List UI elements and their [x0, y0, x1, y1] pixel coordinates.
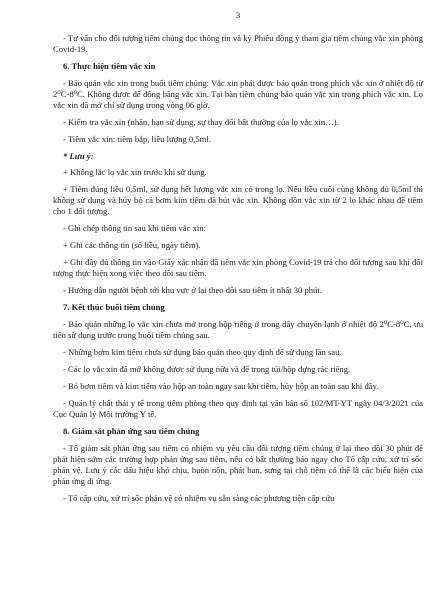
- paragraph: - Hướng dẫn người bệnh tới khu vực ở lại theo dõi sau tiêm ít nhất 30 phút.: [63, 285, 322, 295]
- paragraph: - Bảo quản vắc xin trong buổi tiêm chủng: Vắc xin phải được bảo quản trong phích vắc xin ở nhiệt độ từ 2⁰C-8⁰C. Không được để đông băng vắc xin. Tại bàn tiêm chủng bảo quản vắc xin trong phích vắc xin. Lọ vắc xin đã mở chỉ sử dụng trong vòng 06 giờ.: [53, 78, 423, 110]
- paragraph: + Không lắc lọ vắc xin trước khi sử dụng.: [63, 167, 207, 177]
- paragraph: + Ghi các thông tin (số liều, ngày tiêm).: [63, 240, 201, 250]
- document-page: [53, 10, 423, 510]
- paragraph: - Tư vấn cho đối tượng tiêm chủng đọc thông tin và ký Phiếu đồng ý tham gia tiêm chủng vắc xin phòng Covid-19.: [53, 33, 423, 54]
- paragraph: - Tiêm vắc xin: tiêm bắp, liều lượng 0,5ml.: [63, 134, 211, 144]
- paragraph: - Những bơm kim tiêm chưa sử dụng bảo quản theo quy định để sử dụng lần sau.: [63, 347, 342, 357]
- page-number: 3: [235, 10, 241, 20]
- paragraph: + Ghi đầy đủ thông tin vào Giấy xác nhận đã tiêm vắc xin phòng Covid-19 trả cho đối tượng sau khi đối tượng thực hiện xong việc theo dõi sau tiêm.: [53, 257, 423, 278]
- section-heading: 6. Thực hiện tiêm vắc xin: [63, 61, 156, 71]
- paragraph: - Các lọ vắc xin đã mở không được sử dụng nữa và để trong túi/hộp đựng rác riêng.: [63, 364, 351, 374]
- section-heading: 8. Giám sát phản ứng sau tiêm chủng: [63, 426, 200, 436]
- section-heading: 7. Kết thúc buổi tiêm chủng: [63, 302, 165, 312]
- paragraph: - Tổ cấp cứu, xử trí sốc phản vệ có nhiệm vụ sẵn sàng các phương tiện cấp cứu: [63, 493, 335, 503]
- paragraph: - Quản lý chất thải y tế trong tiêm phòng theo quy định tại văn bản số 102/MT-YT ngày 04/3/2021 của Cục Quản lý Môi trường Y tế.: [53, 398, 423, 419]
- paragraph: + Tiêm đúng liều 0,5ml, sử dụng hết lượng vắc xin có trong lọ. Nếu liều cuối cùng không đủ 0,5ml thì không sử dụng và hủy bỏ cả bơm kim tiêm đã hút vắc xin. Không dồn vắc xin từ 2 lọ khác nhau để tiêm cho 1 đối tượng.: [53, 184, 423, 216]
- note-label: * Lưu ý:: [63, 151, 94, 161]
- paragraph: - Kiểm tra vắc xin (nhãn, hạn sử dụng, sự thay đổi bất thường của lọ vắc xin…).: [63, 117, 339, 127]
- paragraph: - Bảo quản những lọ vắc xin chưa mở trong hộp riêng ở trong dây chuyền lạnh ở nhiệt độ 2⁰C-8⁰C, ưu tiên sử dụng trước trong buổi tiêm chủng sau.: [53, 319, 423, 340]
- paragraph: - Tổ giám sát phản ứng sau tiêm có nhiệm vụ yêu cầu đối tượng tiêm chủng ở lại theo dõi 30 phút để phát hiện sớm các trường hợp phản ứng sau tiêm, nếu có bất thường báo ngay cho Tổ cấp cứu, xử trí sốc phản vệ. Lưu ý các dấu hiệu khó chịu, buồn nôn, phát ban, sưng tại chỗ tiêm có thể là các biểu hiện của phản ứng dị ứng.: [53, 443, 423, 486]
- paragraph: - Ghi chép thông tin sau khi tiêm vắc xin:: [63, 223, 206, 233]
- document-body: [53, 33, 423, 504]
- paragraph: - Bỏ bơm tiêm và kim tiêm vào hộp an toàn ngay sau khi tiêm, hủy hộp an toàn sau khi đầy.: [63, 381, 379, 391]
